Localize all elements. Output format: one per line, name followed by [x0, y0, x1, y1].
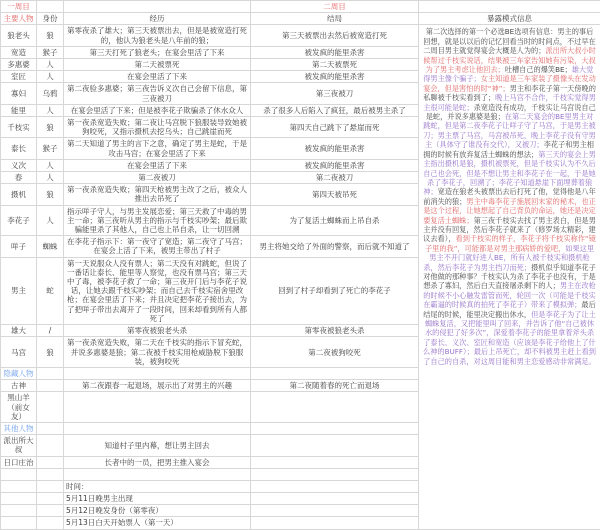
- identity-cell[interactable]: [37, 505, 64, 517]
- experience-cell[interactable]: 第二天被票死: [64, 59, 251, 71]
- ending-cell[interactable]: 被发疯的能里杀害: [251, 159, 419, 171]
- ending-cell[interactable]: 第零夜被狼老头杀: [251, 325, 419, 337]
- ending-cell[interactable]: 被发疯的能里杀害: [251, 46, 419, 58]
- exposure-info-cell[interactable]: [419, 25, 600, 529]
- ending-cell[interactable]: [251, 517, 419, 529]
- character-name-cell[interactable]: 摄机: [1, 184, 37, 205]
- experience-cell[interactable]: 在宴会里活了下来；但是被李花子欺骗杀了休水众人: [64, 104, 251, 116]
- col-header-exposure[interactable]: 暴露模式信息: [419, 13, 600, 25]
- exposure-segment: 看到千枝实的样子，李花子将千枝实称作“镜子里的我”，可能都是对男主那病娇的爱吧，: [425, 234, 596, 252]
- character-name-cell[interactable]: 多惠婆: [1, 59, 37, 71]
- ending-cell[interactable]: [251, 367, 419, 379]
- experience-cell[interactable]: 5月12日晚发身份（第零夜）: [64, 505, 251, 517]
- character-name-cell[interactable]: [1, 480, 37, 492]
- experience-cell[interactable]: 第二夜跟春一起退场，展示出了对男主的兴趣: [64, 380, 251, 392]
- empty-header-cell[interactable]: [37, 1, 64, 13]
- spreadsheet-body: [1, 25, 600, 529]
- exposure-segment: 男主在改枪的时候不小心触发雷管而死，轮回一次（可能是千枝实在霸逼的时候真的拍死了李花子）带来了模拟弹；: [423, 281, 596, 309]
- ending-cell[interactable]: 为了复活土蜘蛛而上吊自杀: [251, 205, 419, 236]
- character-name-cell[interactable]: 宽造: [1, 46, 37, 58]
- experience-cell[interactable]: [64, 392, 251, 423]
- exposure-segment: 宽造在狼老头被票出去后打死了他，觉得他是八年前消失的狼；: [423, 187, 596, 205]
- character-name-cell[interactable]: 泰长: [1, 138, 37, 159]
- exposure-segment: 最后结尾的时候，能里决定搬出休水，: [423, 300, 596, 318]
- experience-cell[interactable]: 第二夜被刀: [64, 172, 251, 184]
- identity-cell[interactable]: 乌鸦: [37, 83, 64, 104]
- exposure-segment: 雄大觉得男主像个骗子；: [423, 65, 593, 83]
- ending-cell[interactable]: [251, 422, 419, 434]
- ending-cell[interactable]: 回到了村子却看到了死亡的李花子: [251, 257, 419, 324]
- character-name-cell[interactable]: 室匠: [1, 71, 37, 83]
- exposure-segment: 第三夜千枝实去找了男主表白，但是男主并没有回复，然后李花子就来了（修罗场太精彩，建议去看），: [423, 216, 596, 244]
- identity-cell[interactable]: [37, 517, 64, 529]
- character-name-cell[interactable]: 马宫: [1, 337, 37, 368]
- ending-cell[interactable]: [251, 480, 419, 492]
- ending-cell[interactable]: [251, 492, 419, 504]
- identity-cell[interactable]: /: [37, 325, 64, 337]
- experience-cell[interactable]: [64, 367, 251, 379]
- experience-cell[interactable]: 第二夜验多惠婆；第三夜告诉义次自己会留下信息，第三夜被刀: [64, 83, 251, 104]
- experience-cell[interactable]: 5月11日晚男主出现: [64, 492, 251, 504]
- exposure-segment: 但是李花子为了让土蜘蛛复活，又把能里叫了回来，并告诉了他“自己被休水的侵犯了好多次”，深爱着李花子的能里拿着斧头杀了泰长、义次、室匠和宽造（应该是李花子给他上了什么神的BUFF）；最后上吊死亡，却不料被男主赶上看到了自己的自杀，对这周目能和男主恋爱感动非常满足。: [423, 310, 596, 366]
- identity-cell[interactable]: [37, 367, 64, 379]
- exposure-segment: 杀宽造没有成功，千枝实让马宫说自己是蛇，并说多惠婆是狼；: [426, 103, 596, 121]
- ending-cell[interactable]: 被发疯的能里杀害: [251, 71, 419, 83]
- experience-cell[interactable]: 知道村子里内幕，想让男主回去: [64, 435, 251, 456]
- experience-cell[interactable]: 第零夜杀了雄大；第三天被票出去，但是是被宽造打死的，他认为狼老头是八年前的狼；: [64, 25, 251, 46]
- ending-cell[interactable]: [251, 468, 419, 480]
- ending-cell[interactable]: 男主将她交给了外面的警察，而后就不知道了: [251, 236, 419, 257]
- experience-cell[interactable]: 第零夜被狼老头杀: [64, 325, 251, 337]
- identity-cell[interactable]: 狼: [37, 184, 64, 205]
- character-name-cell[interactable]: 男主: [1, 257, 37, 324]
- identity-cell[interactable]: 人: [37, 172, 64, 184]
- identity-cell[interactable]: 人: [37, 205, 64, 236]
- section-label-cell[interactable]: 其他人物: [1, 422, 37, 434]
- identity-cell[interactable]: 狼: [37, 117, 64, 138]
- exposure-segment: 女主知道是三车家装了摄像头在发动宴会，但是害怕的时“神”；: [423, 74, 596, 92]
- identity-cell[interactable]: 人: [37, 59, 64, 71]
- exposure-segment: 吐槽自己的爆笑BE；: [505, 65, 572, 74]
- col-header-ending[interactable]: 结局: [251, 13, 419, 25]
- experience-cell[interactable]: 在宴会里活了下来: [64, 71, 251, 83]
- ending-cell[interactable]: 第四天被吊死: [251, 184, 419, 205]
- playthrough-header-row: [1, 1, 600, 13]
- character-name-cell[interactable]: 寡妇: [1, 83, 37, 104]
- character-name-cell[interactable]: 古神: [1, 380, 37, 392]
- ending-cell[interactable]: 第二夜被刀: [251, 172, 419, 184]
- character-name-cell[interactable]: 义次: [1, 159, 37, 171]
- period2-header[interactable]: 二周目: [251, 1, 419, 13]
- identity-cell[interactable]: 猴子: [37, 46, 64, 58]
- identity-cell[interactable]: 人: [37, 71, 64, 83]
- table-row: [1, 25, 600, 46]
- col-header-identity[interactable]: 身份: [37, 13, 64, 25]
- identity-cell[interactable]: 蛇: [37, 257, 64, 324]
- character-name-cell[interactable]: 李花子: [1, 205, 37, 236]
- character-name-cell[interactable]: [1, 492, 37, 504]
- identity-cell[interactable]: [37, 380, 64, 392]
- exposure-segment: 在第二天宴会的BE里男主对跳蛇，但是第二夜李花子让咩子守了马宫，于是男主被刀；男主票了马宫，马宫被吊死，晚上李花子没有守男主（具体守了谁没有交代），又被刀；: [423, 112, 596, 149]
- experience-cell[interactable]: 第二天知道了男主的言下之意，确定了男主是蛇，于是攻击马宫；在宴会里活了下来: [64, 138, 251, 159]
- experience-cell[interactable]: 在李花子指示下：第一夜守了宽造；第二夜守了马宫；在宴会上活了下来，被男主带出了村子: [64, 236, 251, 257]
- character-name-cell[interactable]: 能里: [1, 104, 37, 116]
- experience-cell[interactable]: 指示咩子守人，与男主发展恋爱；第三天救了中毒的男主一命；第三夜听从男主的指示与千枝实吵架；最后欺骗能里杀了其他人，自己也上吊自杀，让一切回溯: [64, 205, 251, 236]
- exposure-segment: 李花子和男主相拥的时候有放弃复活土蜘蛛的想法；: [423, 140, 594, 158]
- experience-cell[interactable]: 长者中的一员，把男主推入宴会: [64, 456, 251, 468]
- experience-cell[interactable]: 时间：: [64, 480, 251, 492]
- character-name-cell[interactable]: 千枝实: [1, 117, 37, 138]
- period1-header[interactable]: 一周目: [1, 1, 37, 13]
- character-name-cell[interactable]: 狼老头: [1, 25, 37, 46]
- identity-cell[interactable]: [37, 392, 64, 423]
- ending-cell[interactable]: 杀了很多人后陷入了疯狂，最后被男主杀了: [251, 104, 419, 116]
- character-name-cell[interactable]: 咩子: [1, 236, 37, 257]
- character-name-cell[interactable]: 春: [1, 172, 37, 184]
- character-name-cell[interactable]: [1, 468, 37, 480]
- section-label-cell[interactable]: 隐藏人物: [1, 367, 37, 379]
- identity-cell[interactable]: 狼: [37, 25, 64, 46]
- col-header-main-chars[interactable]: 主要人物: [1, 13, 37, 25]
- identity-cell[interactable]: [37, 468, 64, 480]
- ending-cell[interactable]: 第四天自己跳下了悬崖而死: [251, 117, 419, 138]
- character-name-cell[interactable]: [1, 517, 37, 529]
- exposure-segment: 第二次选择的第一个必选BE选项有信息：男主的事后回想，就是以以后的记忆回看当时的时间点，不过早在二周目男主就觉得宴会大概是人为的；: [423, 27, 596, 55]
- empty-header-cell[interactable]: [419, 1, 600, 13]
- ending-cell[interactable]: [251, 456, 419, 468]
- ending-cell[interactable]: [251, 505, 419, 517]
- exposure-segment: 第三天的宴会上男主指出摄机是狼，摄机被票死，但是千枝实认为不久后自己也会死，但是不想让男主和李花子在一起，于是她杀了李花子，回溯了；李花子知道悬崖下面埋葬着狼神；: [423, 150, 596, 197]
- identity-cell[interactable]: 人: [37, 104, 64, 116]
- character-name-cell[interactable]: [1, 505, 37, 517]
- col-header-experience[interactable]: 经历: [64, 13, 251, 25]
- experience-cell[interactable]: 第一夜杀宽造失败，第二天在千枝实的指示下冒充蛇，并说多惠婆是狼；第二夜被千枝实用枪威胁脱下狼服装，被狗咬死: [64, 337, 251, 368]
- ending-cell[interactable]: 被发疯的能里杀害: [251, 138, 419, 159]
- experience-cell[interactable]: [64, 422, 251, 434]
- experience-cell[interactable]: 第一夜杀宽造失败；第四天枪被男主改了之后，被众人推出去吊死了: [64, 184, 251, 205]
- identity-cell[interactable]: [37, 480, 64, 492]
- identity-cell[interactable]: [37, 492, 64, 504]
- ending-cell[interactable]: 第三夜被刀: [251, 83, 419, 104]
- experience-cell[interactable]: 第一天说服众人没有票人；第二天没有对跳蛇，但说了一番话让泰长、能里等人察觉，也没有票马宫；第三天中了毒，被李花子救了一命；第三夜开门后与李花子说话，让她去跟千枝实吵架；而自己去千枝实宿舍里改枪；在宴会里活了下来；并且决定把李花子接出去，为了把咩子带出去离开了一段时间，回来却看到所有人都死了: [64, 257, 251, 324]
- experience-cell[interactable]: 在宴会里活了下来: [64, 159, 251, 171]
- identity-cell[interactable]: [37, 422, 64, 434]
- ending-cell[interactable]: [251, 435, 419, 456]
- exposure-segment: 如果这里男主不开门就好进人BE，所有人被千枝实和摄机枪杀，然后李花子为男主挡刀而死；: [423, 244, 594, 272]
- ending-cell[interactable]: 第二天被票死: [251, 59, 419, 71]
- exposure-segment: 派出所大叔小时候帮过千枝实说话，结果被三车家告知她有污染，大叔为了男主考虑让他回去；: [423, 46, 596, 74]
- identity-cell[interactable]: [37, 456, 64, 468]
- experience-cell[interactable]: 第一夜杀宽造失败；第二夜让马宫脱下狼服装导致她被狗咬死，又指示摄机去挖乌头；自己跳崖而死: [64, 117, 251, 138]
- exposure-segment: 男主中毒李花子施展回末家的秘术，也正是这个过程，让她想起了自己背负的命运，她还是决定要复活土蜘蛛；: [423, 197, 596, 225]
- empty-header-cell[interactable]: [64, 1, 251, 13]
- exposure-segment: 晚上马宫不合作，千枝实觉得男主很可能是蛇；: [423, 93, 596, 111]
- identity-cell[interactable]: 狼: [37, 337, 64, 368]
- ending-cell[interactable]: 第二夜被狗咬死: [251, 337, 419, 368]
- character-name-cell[interactable]: 日口庄治: [1, 456, 37, 468]
- identity-cell[interactable]: 人: [37, 159, 64, 171]
- character-name-cell[interactable]: 派出所大叔: [1, 435, 37, 456]
- identity-cell[interactable]: [37, 435, 64, 456]
- character-name-cell[interactable]: 雄大: [1, 325, 37, 337]
- character-name-cell[interactable]: 黑山羊（前女友）: [1, 392, 37, 423]
- column-header-row: [1, 13, 600, 25]
- exposure-segment: 摄机似乎知道李花子对他做的那种事？千枝实认为杀了李花子也没有，于是想杀了寡妇，然后白天直接屠杀剩下的人；: [423, 263, 596, 291]
- ending-cell[interactable]: [251, 392, 419, 423]
- ending-cell[interactable]: 第二夜随着春的死亡而退场: [251, 380, 419, 392]
- experience-cell[interactable]: 5月13日白天开始票人（第一天）: [64, 517, 251, 529]
- experience-cell[interactable]: 第三天打死了狼老头；在宴会里活了下来: [64, 46, 251, 58]
- identity-cell[interactable]: 猴子: [37, 138, 64, 159]
- ending-cell[interactable]: 第三天被票出去然后被宽造打死: [251, 25, 419, 46]
- identity-cell[interactable]: 蜘蛛: [37, 236, 64, 257]
- exposure-text: [423, 27, 596, 366]
- experience-cell[interactable]: [64, 468, 251, 480]
- exposure-segment: 男主和李花子第一天傍晚的私聊被千枝实看到了；: [423, 84, 596, 102]
